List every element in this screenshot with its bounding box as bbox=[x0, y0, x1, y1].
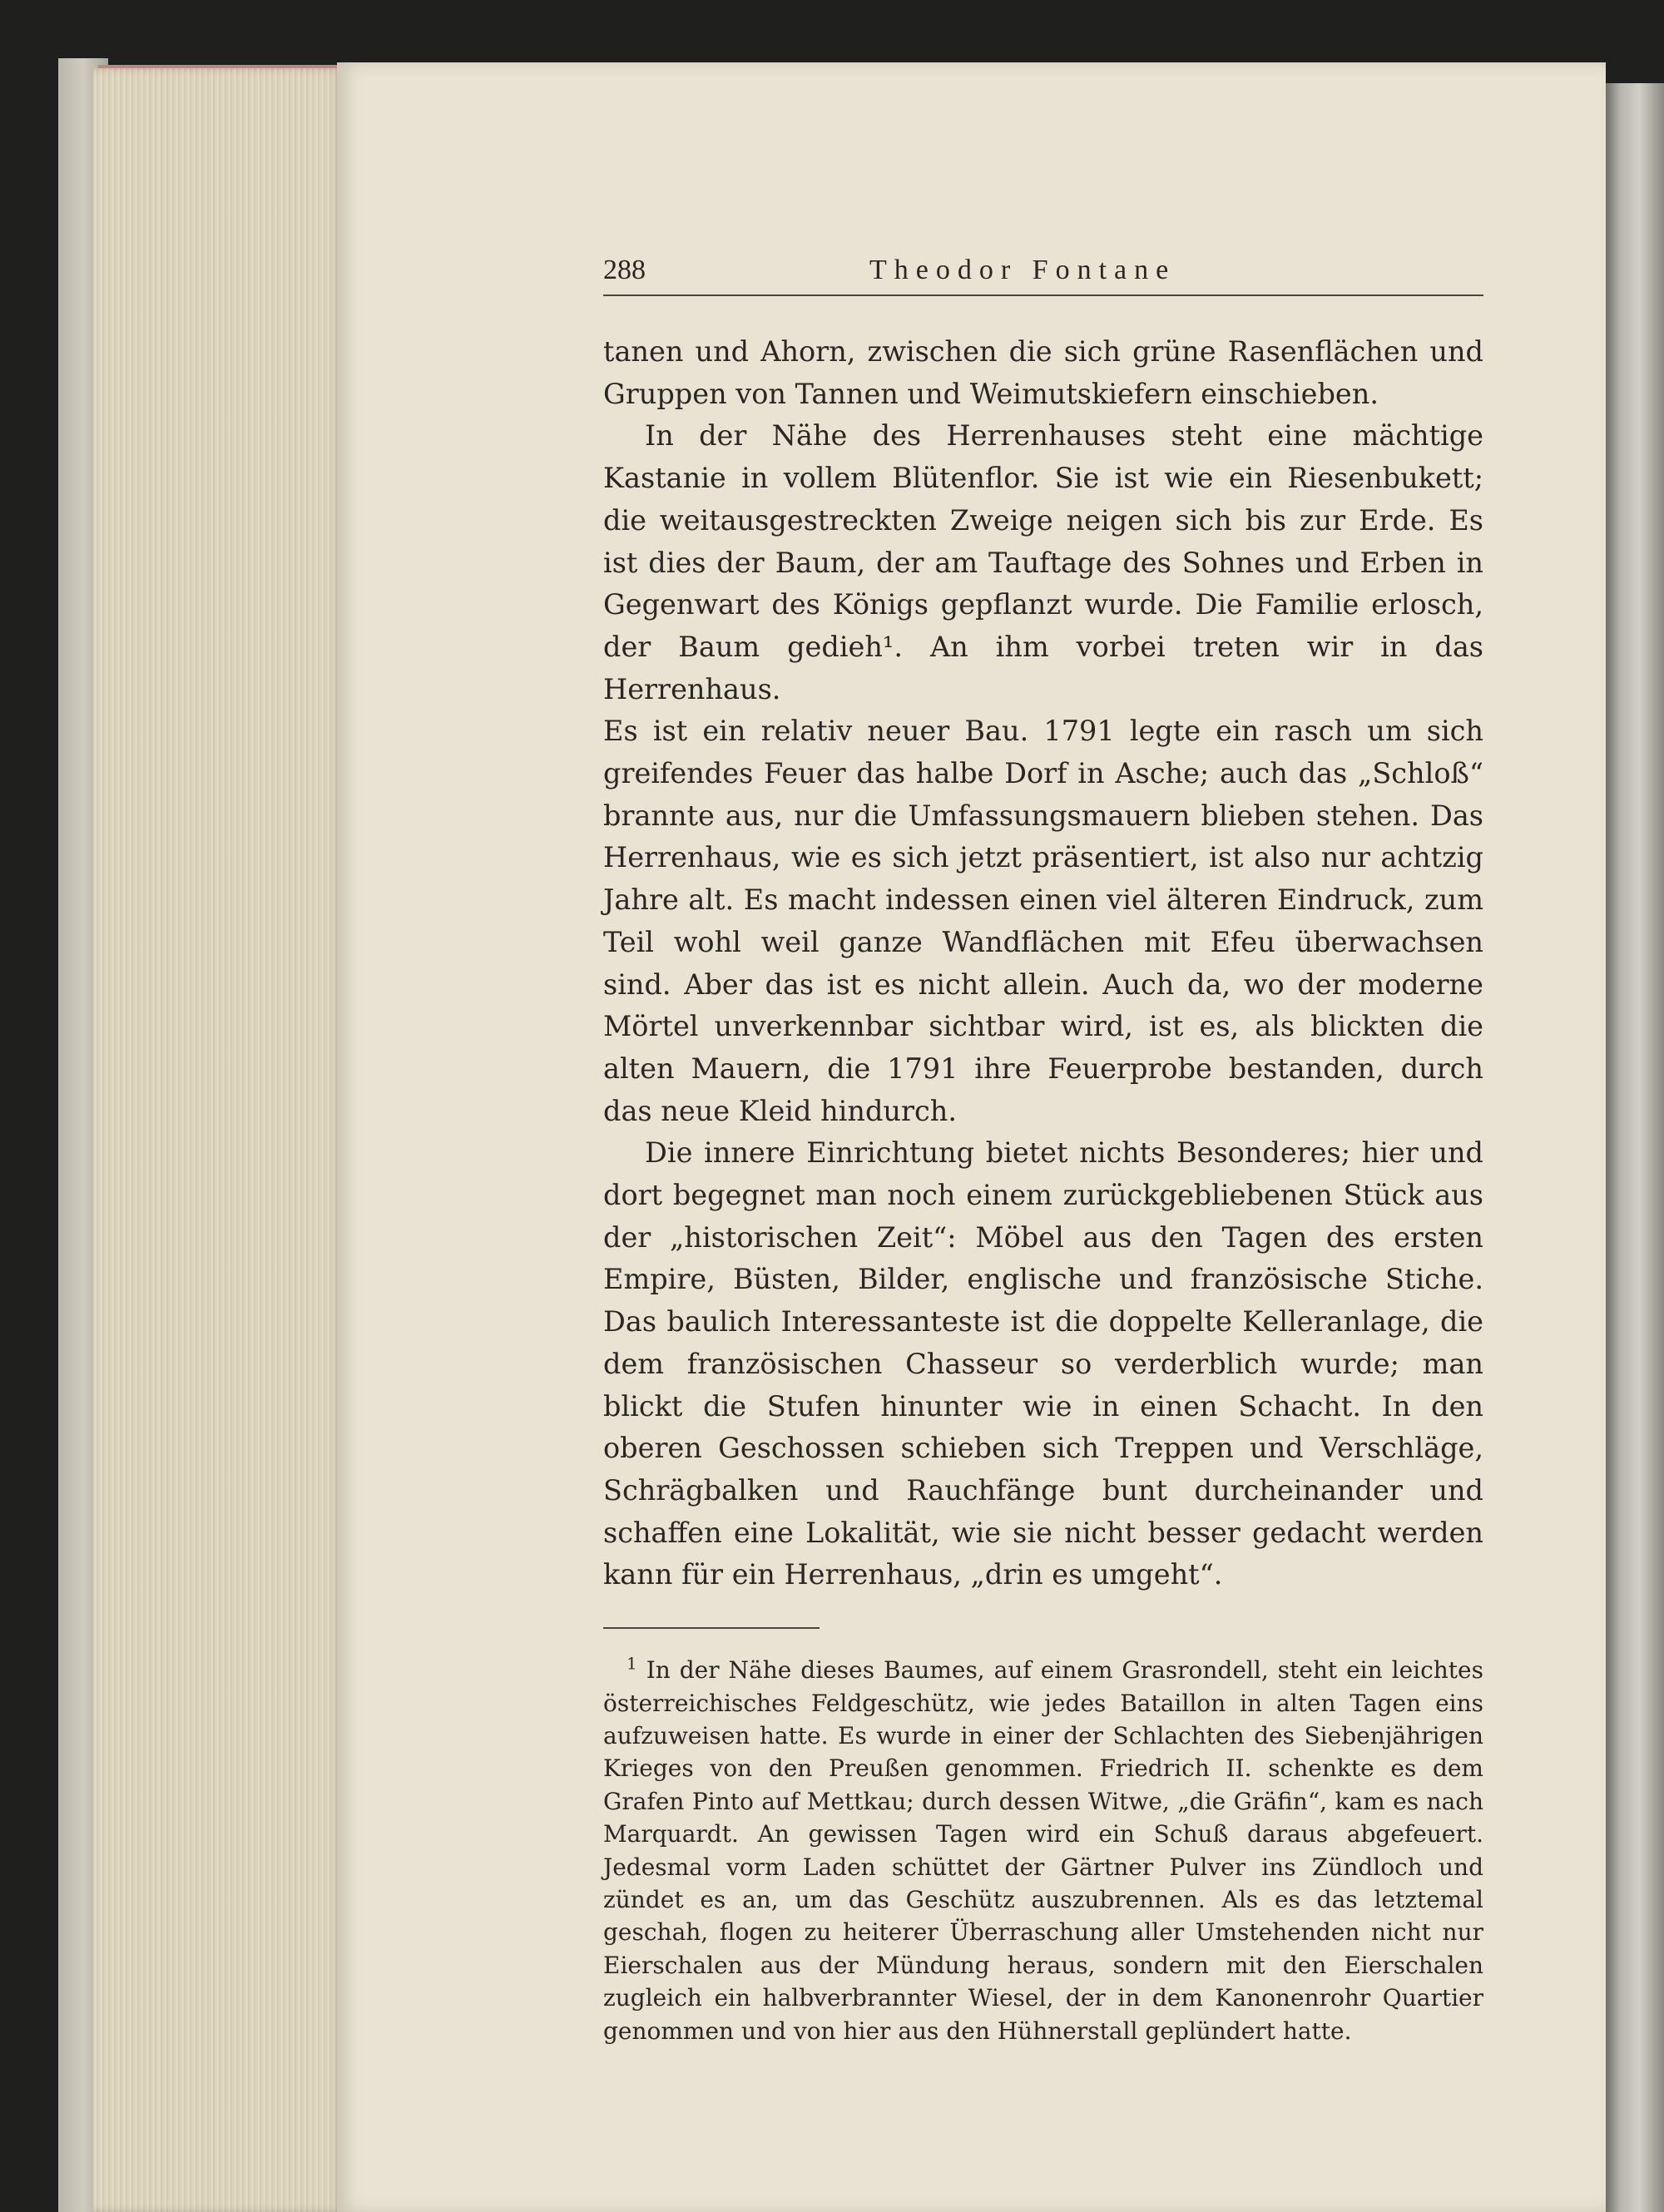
footnote bbox=[603, 1654, 1483, 2047]
page-text-area bbox=[603, 248, 1483, 2047]
body-text bbox=[603, 331, 1483, 1596]
running-head: Theodor Fontane bbox=[869, 255, 1176, 285]
page-header bbox=[603, 248, 1483, 296]
paragraph: tanen und Ahorn, zwischen die sich grüne Rasenflächen und Gruppen von Tannen und Weimutskiefern einschieben. bbox=[603, 335, 1483, 410]
page-number: 288 bbox=[603, 255, 646, 285]
facing-page-edge bbox=[1602, 83, 1664, 2212]
page-block-edges bbox=[93, 68, 343, 2212]
paragraph: Die innere Einrichtung bietet nichts Besonderes; hier und dort begegnet man noch einem zurückgebliebenen Stück aus der „historischen Zeit“: Möbel aus den Tagen des ersten Empire, Büsten, Bilder, englische und französische Stiche. Das baulich Interessanteste ist die doppelte Kelleranlage, die dem französischen Chasseur so verderblich wurde; man blickt die Stufen hinunter wie in einen Schacht. In den oberen Geschossen schieben sich Treppen und Verschläge, Schrägbalken und Rauchfänge bunt durcheinander und schaffen eine Lokalität, wie sie nicht besser gedacht werden kann für ein Herrenhaus, „drin es umgeht“. bbox=[603, 1136, 1483, 1591]
footnotes bbox=[603, 1654, 1483, 2047]
paragraph: In der Nähe des Herrenhauses steht eine mächtige Kastanie in vollem Blütenflor. Sie ist wie ein Riesenbukett; die weitausgestreckten Zweige neigen sich bis zur Erde. Es ist dies der Baum, der am Tauftage des Sohnes und Erben in Gegenwart des Königs gepflanzt wurde. Die Familie erlosch, der Baum gedieh¹. An ihm vorbei treten wir in das Herrenhaus. bbox=[603, 419, 1483, 705]
footnote-marker: 1 bbox=[626, 1653, 637, 1674]
footnote-divider bbox=[603, 1627, 820, 1629]
paragraph: Es ist ein relativ neuer Bau. 1791 legte ein rasch um sich greifendes Feuer das halbe Dorf in Asche; auch das „Schloß“ brannte aus, nur die Umfassungsmauern blieben stehen. Das Herrenhaus, wie es sich jetzt präsentiert, ist also nur achtzig Jahre alt. Es macht indessen einen viel älteren Eindruck, zum Teil wohl weil ganze Wandflächen mit Efeu überwachsen sind. Aber das ist es nicht allein. Auch da, wo der moderne Mörtel unverkennbar sichtbar wird, ist es, als blickten die alten Mauern, die 1791 ihre Feuerprobe bestanden, durch das neue Kleid hindurch. bbox=[603, 715, 1483, 1127]
footnote-text: In der Nähe dieses Baumes, auf einem Grasrondell, steht ein leichtes österreichisches Feldgeschütz, wie jedes Bataillon in alten Tagen eins aufzuweisen hatte. Es wurde in einer der Schlachten des Siebenjährigen Krieges von den Preußen genommen. Friedrich II. schenkte es dem Grafen Pinto auf Mettkau; durch dessen Witwe, „die Gräfin“, kam es nach Marquardt. An gewissen Tagen wird ein Schuß daraus abgefeuert. Jedesmal vorm Laden schüttet der Gärtner Pulver ins Zündloch und zündet es an, um das Geschütz auszubrennen. Als es das letztemal geschah, flogen zu heiterer Überraschung aller Umstehenden nicht nur Eierschalen aus der Mündung heraus, sondern mit den Eierschalen zugleich ein halbverbrannter Wiesel, der in dem Kanonenrohr Quartier genommen und von hier aus den Hühnerstall geplündert hatte. bbox=[603, 1656, 1483, 2045]
